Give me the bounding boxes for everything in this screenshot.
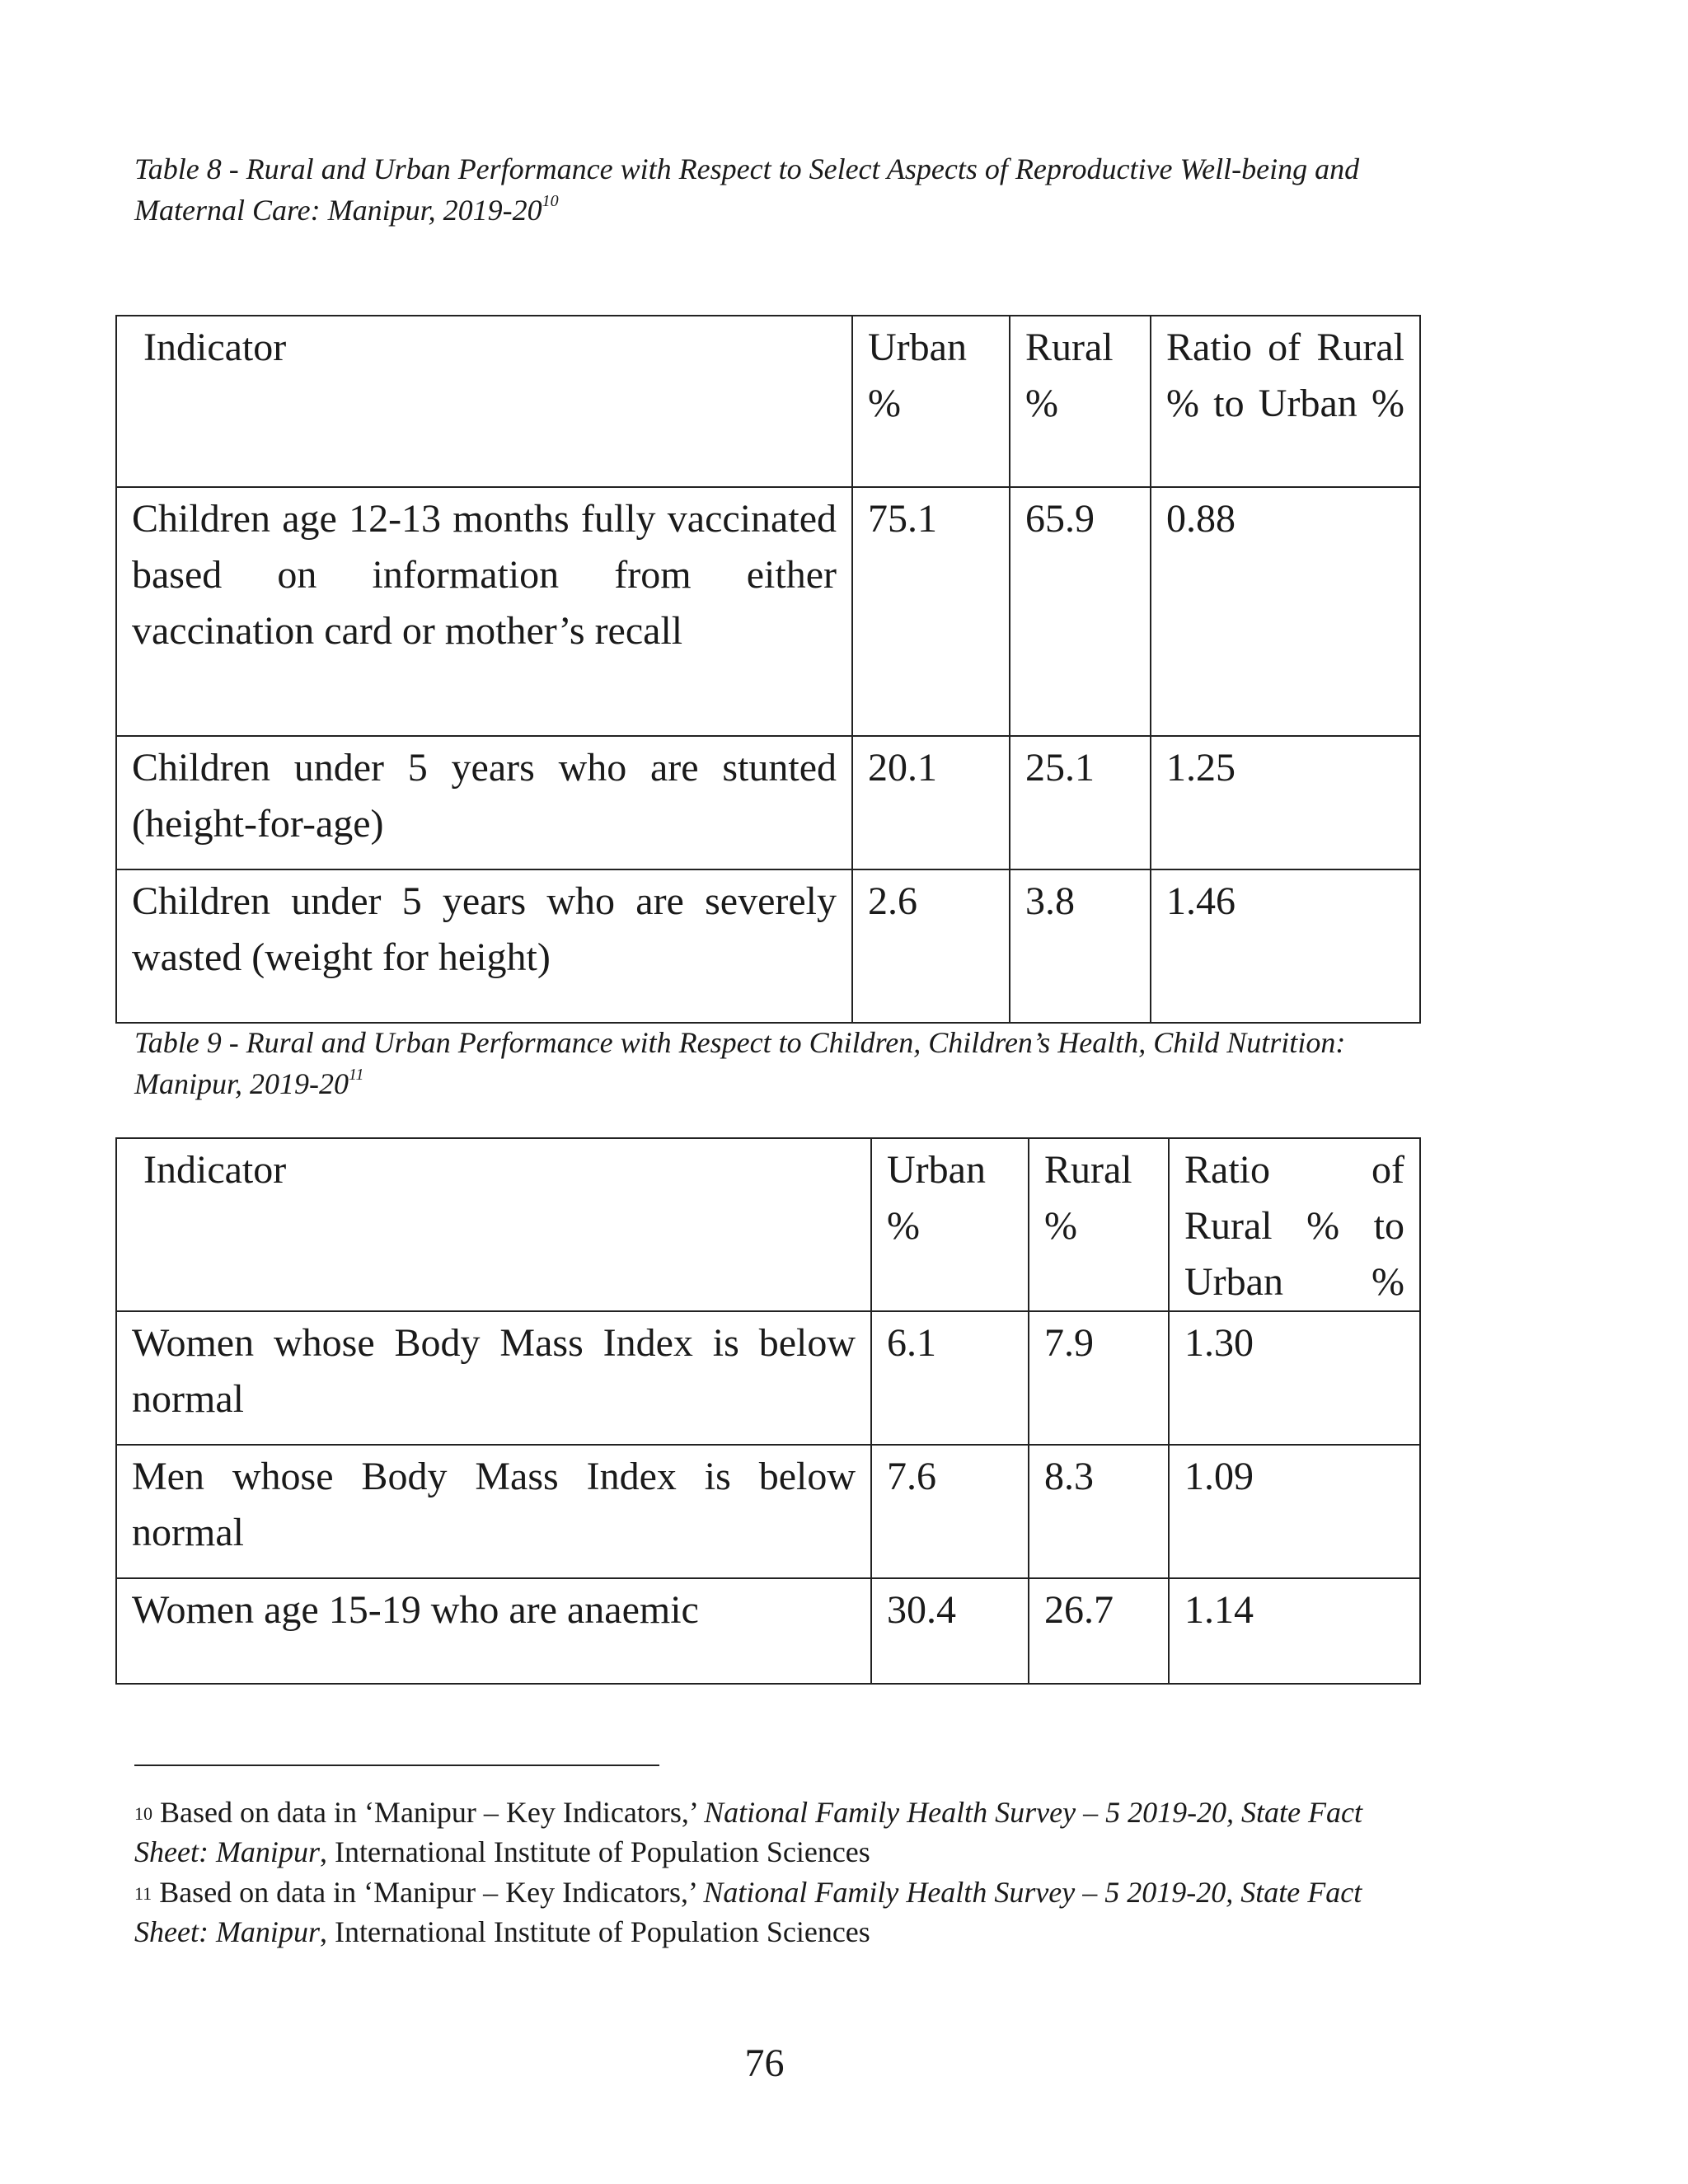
row-urban-value: 75.1 xyxy=(852,487,1010,736)
footnote-number: 10 xyxy=(134,1803,152,1824)
footnote-suffix: , International Institute of Population Sciences xyxy=(319,1915,870,1948)
header-ratio: Ratio of Rural % to Urban % xyxy=(1169,1138,1420,1311)
page-number: 76 xyxy=(744,2041,785,2085)
header-rural: Rural % xyxy=(1029,1138,1169,1311)
footnote-source: National Family Health Survey – 5 2019-20, State Fact Sheet: Manipur xyxy=(134,1796,1363,1868)
footnote-source: National Family Health Survey – 5 2019-20, State Fact Sheet: Manipur xyxy=(134,1876,1362,1948)
table-9-caption xyxy=(134,1022,1428,1104)
header-indicator: Indicator xyxy=(116,1138,871,1311)
row-urban-value: 2.6 xyxy=(852,869,1010,1023)
row-urban-value: 6.1 xyxy=(871,1311,1029,1445)
row-ratio-value: 1.14 xyxy=(1169,1578,1420,1684)
row-ratio-value: 1.09 xyxy=(1169,1445,1420,1578)
row-rural-value: 26.7 xyxy=(1029,1578,1169,1684)
header-ratio: Ratio of Rural % to Urban % xyxy=(1151,316,1420,487)
row-ratio-value: 1.25 xyxy=(1151,736,1420,869)
row-indicator: Men whose Body Mass Index is below normal xyxy=(116,1445,871,1578)
footnote-prefix: Based on data in ‘Manipur – Key Indicators,’ xyxy=(159,1876,704,1909)
row-indicator: Children age 12-13 months fully vaccinated based on information from either vaccination card or mother’s recall xyxy=(116,487,852,736)
row-indicator: Children under 5 years who are stunted (height-for-age) xyxy=(116,736,852,869)
table-9 xyxy=(115,1137,1421,1685)
row-urban-value: 30.4 xyxy=(871,1578,1029,1684)
row-rural-value: 3.8 xyxy=(1010,869,1151,1023)
header-indicator: Indicator xyxy=(116,316,852,487)
row-rural-value: 65.9 xyxy=(1010,487,1151,736)
table-row xyxy=(116,736,1420,869)
row-urban-value: 7.6 xyxy=(871,1445,1029,1578)
footnote-11 xyxy=(134,1872,1420,1952)
header-urban: Urban % xyxy=(852,316,1010,487)
row-ratio-value: 1.46 xyxy=(1151,869,1420,1023)
table-9-caption-text: Table 9 - Rural and Urban Performance with Respect to Children, Children’s Health, Child Nutrition: Manipur, 2019-20 xyxy=(134,1026,1346,1100)
footnote-divider xyxy=(134,1765,659,1766)
table-header-row xyxy=(116,316,1420,487)
footnote-prefix: Based on data in ‘Manipur – Key Indicators,’ xyxy=(160,1796,705,1829)
row-ratio-value: 0.88 xyxy=(1151,487,1420,736)
table-header-row xyxy=(116,1138,1420,1311)
footnote-number: 11 xyxy=(134,1883,152,1904)
row-indicator: Women whose Body Mass Index is below normal xyxy=(116,1311,871,1445)
header-urban: Urban % xyxy=(871,1138,1029,1311)
row-rural-value: 7.9 xyxy=(1029,1311,1169,1445)
table-8-caption-text: Table 8 - Rural and Urban Performance with Respect to Select Aspects of Reproductive Well-being and Maternal Care: Manipur, 2019-20 xyxy=(134,152,1360,227)
table-row xyxy=(116,1578,1420,1684)
table-row xyxy=(116,487,1420,736)
table-row xyxy=(116,869,1420,1023)
row-urban-value: 20.1 xyxy=(852,736,1010,869)
table-row xyxy=(116,1311,1420,1445)
footnote-10 xyxy=(134,1793,1420,1872)
header-rural: Rural % xyxy=(1010,316,1151,487)
footnote-ref-10[interactable]: 10 xyxy=(542,192,559,210)
row-indicator: Women age 15-19 who are anaemic xyxy=(116,1578,871,1684)
footnote-ref-11[interactable]: 11 xyxy=(349,1066,364,1084)
row-ratio-value: 1.30 xyxy=(1169,1311,1420,1445)
row-rural-value: 25.1 xyxy=(1010,736,1151,869)
table-8-caption xyxy=(134,148,1428,231)
footnote-suffix: , International Institute of Population Sciences xyxy=(319,1835,870,1868)
row-rural-value: 8.3 xyxy=(1029,1445,1169,1578)
table-8 xyxy=(115,315,1421,1024)
table-row xyxy=(116,1445,1420,1578)
row-indicator: Children under 5 years who are severely wasted (weight for height) xyxy=(116,869,852,1023)
